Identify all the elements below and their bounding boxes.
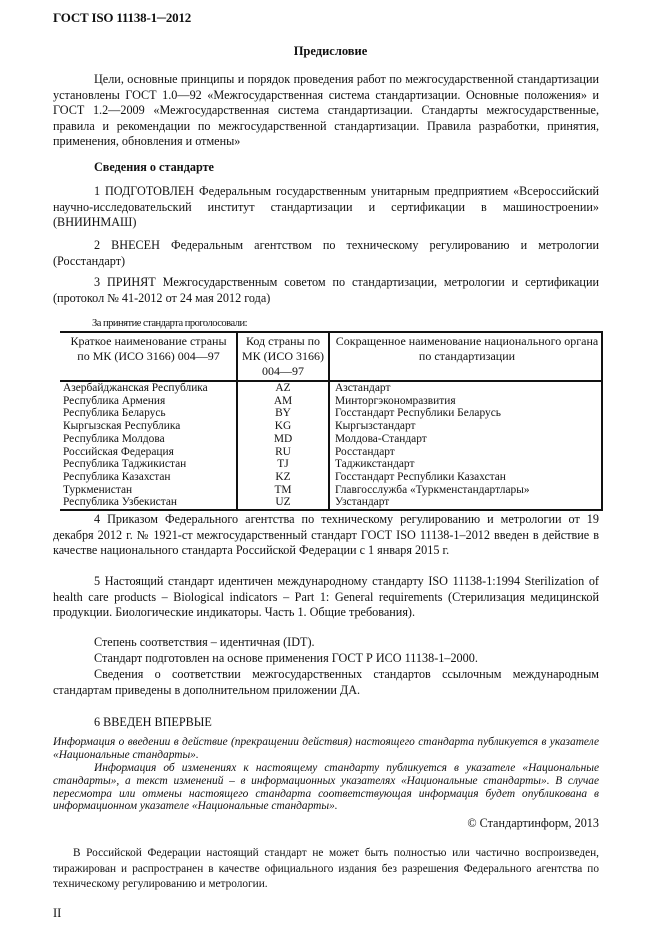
cell-body: Кыргызстандарт (329, 420, 602, 433)
cell-code: BY (237, 407, 329, 420)
conformity-degree: Степень соответствия – идентичная (IDT). (94, 635, 315, 649)
cell-code: KZ (237, 471, 329, 484)
table-row (60, 484, 602, 497)
preface-title: Предисловие (293, 44, 368, 58)
standard-basis: Стандарт подготовлен на основе применения ГОСТ Р ИСО 11138-1–2000. (94, 651, 478, 665)
cell-country: Азербайджанская Республика (63, 382, 208, 394)
cell-code: TM (237, 484, 329, 497)
cell-country: Кыргызская Республика (63, 420, 181, 433)
document-header-id: ГОСТ ISO 11138-1─2012 (53, 10, 192, 25)
reproduction-notice (53, 846, 599, 893)
cell-body: Таджикстандарт (329, 458, 602, 471)
cell-country: Республика Таджикистан (63, 458, 187, 471)
cell-body: Росстандарт (329, 446, 602, 459)
preface-intro: Цели, основные принципы и порядок проведения работ по межгосударственной стандартизации установлены ГОСТ 1.0—92 «Межгосударственная система стандартизации. Основные положения» и ГОСТ 1.2—2009 «Межгосударственная система стандартизации. Стандарты межгосударственные, правила и рекомендации по межгосударственной стандартизации. Правила разработки, принятия, применения, обновления и отмены» (53, 72, 599, 149)
cell-country: Республика Молдова (63, 432, 165, 445)
cell-body: Госстандарт Республики Беларусь (329, 407, 602, 420)
cell-code: MD (237, 433, 329, 446)
info-item-1: 1 ПОДГОТОВЛЕН Федеральным государственным унитарным предприятием «Всероссийский научно-исследовательский институт стандартизации и сертификации в машиностроении» (ВНИИНМАШ) (53, 184, 599, 230)
column-header-code: Код страны по МК (ИСО 3166) 004—97 (237, 332, 329, 381)
reference-standards-info: Сведения о соответствии межгосударственных стандартов ссылочным международным стандартам приведены в дополнительном приложении ДА. (53, 667, 599, 697)
table-row (60, 395, 602, 408)
table-row (60, 471, 602, 484)
info-item-3: 3 ПРИНЯТ Межгосударственным советом по стандартизации, метрологии и сертификации (протокол № 41-2012 от 24 мая 2012 года) (53, 275, 599, 305)
cell-body: Узстандарт (329, 496, 602, 510)
info-item-2: 2 ВНЕСЕН Федеральным агентством по техническому регулированию и метрологии (Росстандарт) (53, 238, 599, 268)
cell-body: Азстандарт (329, 381, 602, 395)
table-row (60, 458, 602, 471)
cell-country: Республика Беларусь (63, 407, 166, 420)
cell-body: Минторгэкономразвития (329, 395, 602, 408)
table-row (60, 407, 602, 420)
publication-note-1: Информация о введении в действие (прекращении действия) настоящего стандарта публикуется в указателе «Национальные стандарты». (53, 736, 599, 761)
cell-body: Госстандарт Республики Казахстан (329, 471, 602, 484)
detail-item-5: 5 Настоящий стандарт идентичен международному стандарту ISO 11138-1:1994 Sterilization of health care products – Biological indicators – Part 1: General requirements (Стерилизация медицинской продукции. Биологические индикаторы. Часть 1. Общие требования). (53, 574, 599, 620)
detail-item-4: 4 Приказом Федерального агентства по техническому регулированию и метрологии от 19 декабря 2012 г. № 1921-ст межгосударственный стандарт ГОСТ ISO 11138-1–2012 введен в действие в качестве национального стандарта Российской Федерации с 1 января 2015 г. (53, 512, 599, 558)
cell-code: TJ (237, 458, 329, 471)
page-number: II (53, 906, 62, 920)
column-header-country: Краткое наименование страны по МК (ИСО 3166) 004—97 (60, 332, 237, 381)
table-row (60, 446, 602, 459)
cell-country: Республика Казахстан (63, 470, 171, 483)
cell-code: RU (237, 446, 329, 459)
cell-country: Российская Федерация (63, 445, 174, 458)
votes-table-header-row (60, 332, 602, 381)
votes-table-caption: За принятие стандарта проголосовали: (92, 318, 248, 329)
table-row (60, 433, 602, 446)
cell-code: UZ (237, 496, 329, 510)
copyright-line: © Стандартинформ, 2013 (467, 816, 599, 830)
table-row (60, 420, 602, 433)
cell-country: Республика Армения (63, 394, 166, 407)
cell-country: Туркменистан (63, 483, 133, 496)
cell-code: AZ (237, 381, 329, 395)
cell-code: KG (237, 420, 329, 433)
cell-code: AM (237, 395, 329, 408)
column-header-body: Сокращенное наименование национального органа по стандартизации (329, 332, 602, 381)
table-row (60, 496, 602, 510)
reproduction-notice-text: В Российской Федерации настоящий стандарт не может быть полностью или частично воспроизведен, тиражирован и распространен в качестве официального издания без разрешения Федерального агентства по техническому регулированию и метрологии. (53, 847, 599, 891)
cell-body: Главгосслужба «Туркменстандартлары» (329, 484, 602, 497)
cell-body: Молдова-Стандарт (329, 433, 602, 446)
standard-info-heading: Сведения о стандарте (94, 160, 214, 174)
detail-item-6: 6 ВВЕДЕН ВПЕРВЫЕ (94, 715, 212, 729)
cell-country: Республика Узбекистан (60, 496, 237, 510)
table-row (60, 381, 602, 395)
votes-table (60, 331, 603, 511)
publication-note-2: Информация об изменениях к настоящему стандарту публикуется в указателе «Национальные стандарты», а текст изменений – в информационных указателях «Национальные стандарты». В случае пересмотра или отмены настоящего стандарта соответствующая информация будет опубликована в информационном указателе «Национальные стандарты». (53, 762, 599, 813)
